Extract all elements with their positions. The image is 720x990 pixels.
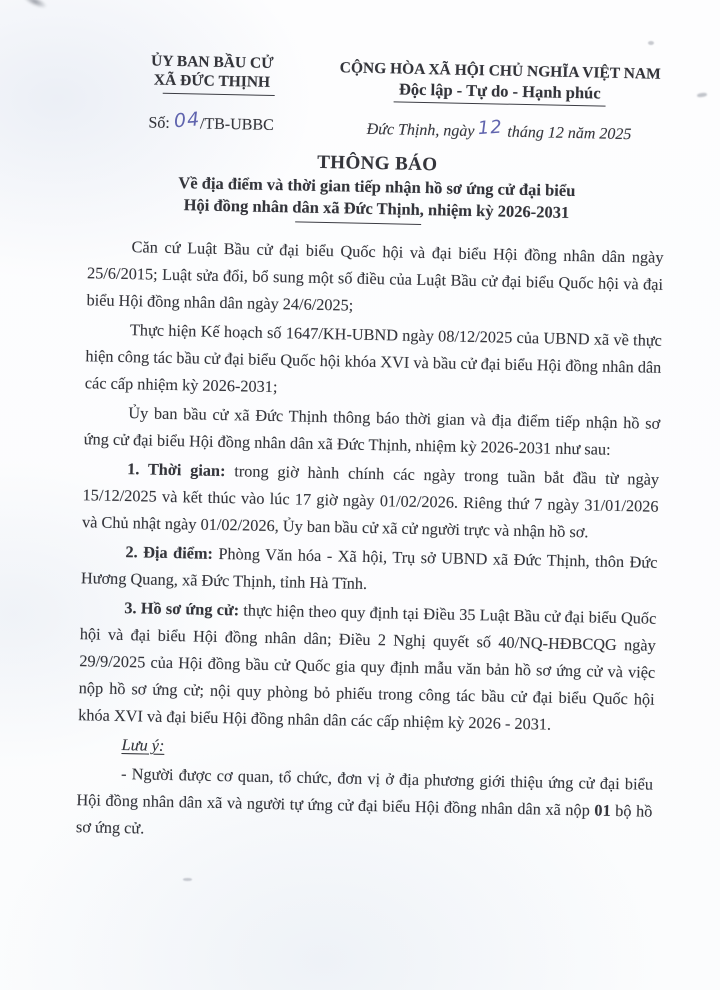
note-item-quantity: 01 — [594, 800, 611, 820]
org-name-line2: XÃ ĐỨC THỊNH — [153, 71, 271, 91]
national-title: CỘNG HÒA XÃ HỘI CHỦ NGHĨA VIỆT NAM — [339, 59, 661, 83]
section-dossier — [78, 593, 657, 740]
date-pre: Đức Thịnh, ngày — [366, 120, 479, 141]
paragraph-legal-basis-1: Căn cứ Luật Bầu cử đại biểu Quốc hội và đại biểu Hội đồng nhân dân ngày 25/6/2015; Luật sửa đổi, bổ sung một số điều của Luật Bầu cử đại biểu Quốc hội và đại biểu Hội đồng nhân dân ngày 24/6/2025; — [86, 237, 664, 315]
section-location-text: Phòng Văn hóa - Xã hội, Trụ sở UBND xã Đức Thịnh, thôn Đức Hương Quang, xã Đức Thịnh, tỉnh Hà Tĩnh. — [80, 543, 658, 593]
place-date-line — [332, 117, 666, 145]
national-motto-block — [332, 49, 668, 145]
document-number — [90, 109, 332, 136]
document-subtitle-line2: Hội đồng nhân dân xã Đức Thịnh, nhiệm kỳ 2026-2031 — [183, 194, 570, 222]
date-day-handwritten: 12 — [477, 116, 504, 140]
scan-artifact-right-edge — [697, 92, 707, 97]
paragraph-announcement-intro: Ủy ban bầu cử xã Đức Thịnh thông báo thời gian và địa điểm tiếp nhận hồ sơ ứng cử đại biểu Hội đồng nhân dân xã Đức Thịnh, nhiệm kỳ 2026-2031 như sau: — [83, 403, 661, 459]
document-number-suffix: /TB-UBBC — [199, 115, 274, 134]
issuing-org-block — [90, 44, 334, 136]
document-title: THÔNG BÁO — [317, 151, 438, 176]
document-header — [90, 44, 668, 145]
national-motto: Độc lập - Tự do - Hạnh phúc — [394, 78, 606, 106]
note-item — [76, 759, 654, 852]
org-name-line1: ỦY BAN BẦU CỬ — [150, 52, 274, 72]
document-number-prefix: Số: — [148, 114, 174, 132]
document-subtitle-line1: Về địa điểm và thời gian tiếp nhận hồ sơ ứng cử đại biểu — [178, 173, 576, 201]
org-underline — [163, 93, 275, 96]
note-item-post: bộ hồ sơ ứng cử. — [75, 800, 653, 838]
document-number-handwritten: 04 — [172, 108, 201, 133]
note-label-text: Lưu ý: — [121, 735, 165, 755]
section-time-text: trong giờ hành chính các ngày trong tuần bắt đầu từ ngày 15/12/2025 và kết thúc vào lúc 17 giờ ngày 01/02/2026. Riêng thứ 7 ngày 31/01/2026 và Chủ nhật ngày 01/02/2026, Ủy ban bầu cử xã cử người trực và nhận hồ sơ. — [81, 461, 660, 542]
section-location-heading: 2. Địa điểm: — [125, 542, 219, 563]
title-block — [88, 146, 665, 230]
scan-artifact-top-left — [21, 0, 48, 11]
section-dossier-text: thực hiện theo quy định tại Điều 35 Luật Bầu cử đại biểu Quốc hội và đại biểu Hội đồng nhân dân; Điều 2 Nghị quyết số 40/NQ-HĐBCQG ngày 29/9/2025 của Hội đồng bầu cử Quốc gia quy định mẫu văn bản hồ sơ ứng cử và việc nộp hồ sơ ứng cử; nội quy phòng bỏ phiếu trong công tác bầu cử đại biểu Quốc hội khóa XVI và đại biểu Hội đồng nhân dân các cấp nhiệm kỳ 2026 - 2031. — [78, 600, 657, 734]
note-item-pre: - Người được cơ quan, tổ chức, đơn vị ở địa phương giới thiệu ứng cử đại biểu Hội đồng nhân dân xã và người tự ứng cử đại biểu Hội đồng nhân dân xã nộp — [76, 764, 654, 820]
scan-artifact-bottom — [183, 878, 192, 881]
document-body — [76, 232, 664, 851]
scan-artifact-top-right — [648, 41, 654, 45]
section-time-heading: 1. Thời gian: — [126, 459, 235, 481]
title-underline — [295, 221, 421, 225]
section-dossier-heading: 3. Hồ sơ ứng cử: — [124, 598, 244, 620]
section-location — [81, 537, 658, 603]
section-time — [82, 454, 660, 547]
paragraph-legal-basis-2: Thực hiện Kế hoạch số 1647/KH-UBND ngày 08/12/2025 của UBND xã về thực hiện công tác bầu cử đại biểu Quốc hội khóa XVI và bầu cử đại biểu Hội đồng nhân dân các cấp nhiệm kỳ 2026-2031; — [84, 320, 663, 397]
date-post: tháng 12 năm 2025 — [503, 123, 632, 144]
document-content — [76, 44, 668, 853]
